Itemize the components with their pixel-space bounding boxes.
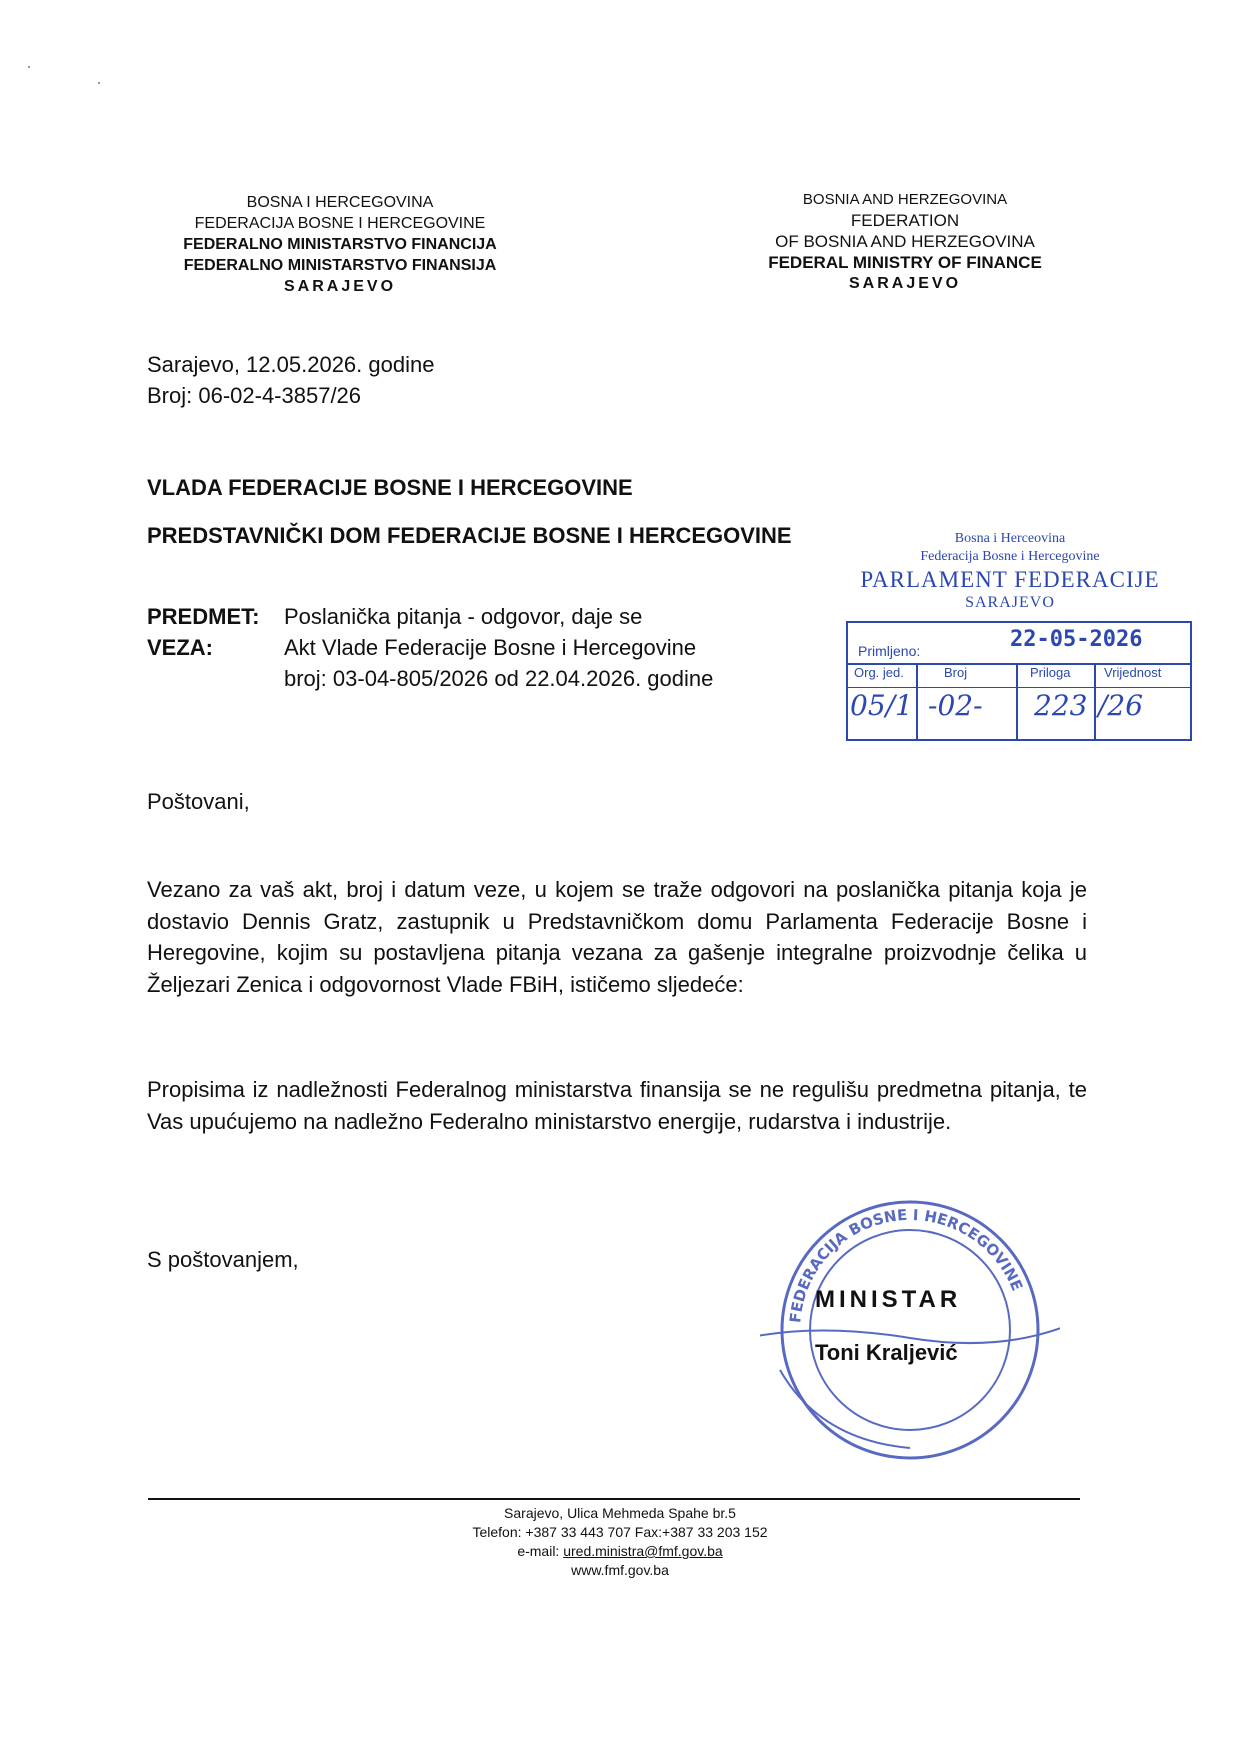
header-right (705, 189, 1105, 294)
stamp-col-priloga: Priloga (1030, 665, 1071, 680)
scan-speck (98, 82, 100, 84)
header-right-line3: OF BOSNIA AND HERZEGOVINA (775, 232, 1035, 251)
official-seal (760, 1180, 1060, 1480)
recipient-1: VLADA FEDERACIJE BOSNE I HERCEGOVINE (147, 475, 633, 500)
footer (300, 1504, 940, 1580)
body-paragraph-1: Vezano za vaš akt, broj i datum veze, u kojem se traže odgovori na poslanička pitanja koja je dostavio Dennis Gratz, zastupnik u Predstavničkom domu Parlamenta Federacije Bosne i Heregovine, kojim su postavljena pitanja vezana za gašenje integralne proizvodnje čelika u Željezari Zenica i odgovornost Vlade FBiH, ističemo sljedeće: (147, 877, 1087, 997)
header-left-line2: FEDERACIJA BOSNE I HERCEGOVINE (194, 215, 486, 232)
subject-row-veza-2 (0, 663, 800, 694)
svg-text:FEDERACIJA BOSNE I HERCEGOVINE: FEDERACIJA BOSNE I HERCEGOVINE (786, 1205, 1027, 1324)
subject-row-veza (0, 632, 800, 663)
header-right-line2: FEDERATION (850, 211, 960, 230)
stamp-received-date: 22-05-2026 (1010, 627, 1143, 652)
body-paragraph-2: Propisima iz nadležnosti Federalnog ministarstva finansija se ne regulišu predmetna pitanja, te Vas upućujemo na nadležno Federalno ministarstvo energije, rudarstva i industrije. (147, 1077, 1087, 1134)
place-date: Sarajevo, 12.05.2026. godine (147, 352, 435, 377)
signature-name: Toni Kraljević (815, 1340, 958, 1365)
footer-email-line (300, 1542, 940, 1561)
header-right-line1: BOSNIA AND HERZEGOVINA (802, 191, 1008, 208)
salutation: Poštovani, (147, 789, 250, 814)
stamp-col-broj: Broj (944, 665, 968, 680)
stamp-line3: PARLAMENT FEDERACIJE (860, 567, 1160, 592)
header-left-city: SARAJEVO (283, 278, 397, 295)
document-number: Broj: 06-02-4-3857/26 (147, 383, 362, 408)
recipient-2: PREDSTAVNIČKI DOM FEDERACIJE BOSNE I HERCEGOVINE (147, 523, 792, 548)
stamp-col-org: Org. jed. (854, 665, 904, 680)
stamp-divider (916, 663, 918, 739)
header-left-line3: FEDERALNO MINISTARSTVO FINANCIJA (183, 236, 497, 253)
footer-rule (148, 1498, 1080, 1500)
footer-email-label: e-mail: (517, 1543, 564, 1559)
stamp-header-rule (848, 687, 1190, 688)
footer-address: Sarajevo, Ulica Mehmeda Spahe br.5 (504, 1505, 736, 1521)
header-right-line4: FEDERAL MINISTRY OF FINANCE (768, 253, 1042, 272)
stamp-hw-vrijednost: /26 (1098, 689, 1144, 722)
scan-speck (28, 66, 30, 68)
subject-row-predmet (0, 601, 800, 632)
reception-stamp-box (846, 621, 1192, 741)
stamp-line4: SARAJEVO (965, 594, 1055, 611)
veza-label: VEZA: (147, 635, 213, 660)
header-left-line4: FEDERALNO MINISTARSTVO FINANSIJA (183, 257, 497, 274)
header-left-line1: BOSNA I HERCEGOVINA (246, 194, 434, 211)
footer-email-link[interactable]: ured.ministra@fmf.gov.ba (563, 1543, 723, 1559)
stamp-received-label: Primljeno: (858, 643, 921, 659)
header-left (155, 192, 525, 297)
header-right-city: SARAJEVO (848, 275, 962, 292)
closing: S poštovanjem, (147, 1247, 299, 1272)
stamp-hw-broj: -02- (928, 689, 983, 722)
reception-stamp-heading (850, 530, 1170, 612)
footer-website[interactable]: www.fmf.gov.ba (571, 1562, 669, 1578)
stamp-hw-org: 05/1 (850, 689, 913, 722)
signature-title: MINISTAR (815, 1286, 962, 1313)
stamp-divider (1094, 663, 1096, 739)
predmet-label: PREDMET: (147, 604, 260, 629)
veza-value-2: broj: 03-04-805/2026 od 22.04.2026. godine (284, 666, 714, 691)
stamp-line1: Bosna i Herceovina (954, 531, 1066, 546)
veza-value-1: Akt Vlade Federacije Bosne i Hercegovine (284, 635, 697, 660)
predmet-value: Poslanička pitanja - odgovor, daje se (284, 604, 643, 629)
stamp-line2: Federacija Bosne i Hercegovine (920, 549, 1100, 564)
stamp-col-vrijednost: Vrijednost (1104, 665, 1162, 680)
stamp-divider (1016, 663, 1018, 739)
footer-phone: Telefon: +387 33 443 707 Fax:+387 33 203 152 (472, 1524, 768, 1540)
stamp-hw-priloga: 223 (1034, 689, 1088, 722)
